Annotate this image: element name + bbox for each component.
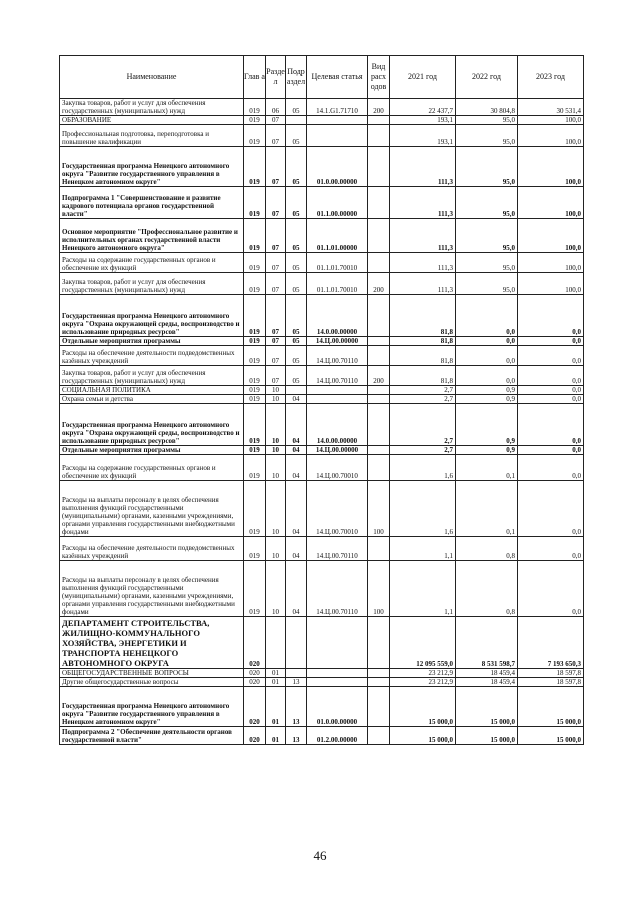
row-2022: 15 000,0 bbox=[456, 727, 518, 745]
row-target: 14.Ц.00.70010 bbox=[307, 481, 368, 537]
header-vid: Вид расх одов bbox=[368, 56, 390, 99]
row-2021: 1,1 bbox=[390, 561, 456, 617]
row-2022: 18 459,4 bbox=[456, 669, 518, 678]
row-2023: 100,0 bbox=[518, 253, 584, 273]
table-row bbox=[60, 253, 584, 273]
table-row bbox=[60, 446, 584, 455]
row-razdel: 01 bbox=[266, 727, 286, 745]
table-row bbox=[60, 481, 584, 537]
row-target: 01.1.01.70010 bbox=[307, 253, 368, 273]
row-target: 14.Ц.00.70110 bbox=[307, 346, 368, 366]
row-2022: 0,9 bbox=[456, 386, 518, 395]
row-2022: 0,9 bbox=[456, 404, 518, 446]
row-razdel: 01 bbox=[266, 669, 286, 678]
row-razdel bbox=[266, 617, 286, 669]
row-vid bbox=[368, 687, 390, 727]
row-glava: 020 bbox=[244, 727, 266, 745]
table-row bbox=[60, 125, 584, 147]
row-vid bbox=[368, 669, 390, 678]
row-2021: 81,8 bbox=[390, 346, 456, 366]
row-target bbox=[307, 395, 368, 404]
row-glava: 020 bbox=[244, 678, 266, 687]
row-2021: 2,7 bbox=[390, 446, 456, 455]
header-target: Целевая статья bbox=[307, 56, 368, 99]
row-glava: 019 bbox=[244, 537, 266, 561]
row-name: СОЦИАЛЬНАЯ ПОЛИТИКА bbox=[60, 386, 244, 395]
row-podrazdel: 05 bbox=[286, 187, 307, 219]
row-2021: 2,7 bbox=[390, 395, 456, 404]
row-podrazdel: 13 bbox=[286, 687, 307, 727]
row-2022: 0,0 bbox=[456, 295, 518, 337]
row-name: Расходы на содержание государственных органов и обеспечение их функций bbox=[60, 253, 244, 273]
row-podrazdel: 05 bbox=[286, 295, 307, 337]
row-name: Подпрограмма 1 "Совершенствование и развитие кадрового потенциала органов государственной власти" bbox=[60, 187, 244, 219]
row-podrazdel: 04 bbox=[286, 481, 307, 537]
row-glava: 019 bbox=[244, 346, 266, 366]
row-vid bbox=[368, 337, 390, 346]
row-podrazdel: 13 bbox=[286, 678, 307, 687]
table-row bbox=[60, 404, 584, 446]
row-name: Отдельные мероприятия программы bbox=[60, 337, 244, 346]
row-2021: 15 000,0 bbox=[390, 727, 456, 745]
row-glava: 019 bbox=[244, 404, 266, 446]
row-razdel: 07 bbox=[266, 147, 286, 187]
row-2021: 1,6 bbox=[390, 481, 456, 537]
row-podrazdel: 05 bbox=[286, 337, 307, 346]
row-vid bbox=[368, 395, 390, 404]
table-row bbox=[60, 561, 584, 617]
row-razdel: 07 bbox=[266, 295, 286, 337]
row-razdel: 10 bbox=[266, 404, 286, 446]
row-target: 01.1.00.00000 bbox=[307, 187, 368, 219]
row-name: Закупка товаров, работ и услуг для обеспечения государственных (муниципальных) нужд bbox=[60, 366, 244, 386]
row-2021: 111,3 bbox=[390, 253, 456, 273]
row-2023: 15 000,0 bbox=[518, 687, 584, 727]
row-2021: 111,3 bbox=[390, 219, 456, 253]
row-2021: 111,3 bbox=[390, 187, 456, 219]
row-2021: 2,7 bbox=[390, 404, 456, 446]
row-target: 14.Ц.00.70110 bbox=[307, 561, 368, 617]
table-row bbox=[60, 346, 584, 366]
row-2021: 81,8 bbox=[390, 337, 456, 346]
table-row bbox=[60, 727, 584, 745]
row-2022: 0,0 bbox=[456, 346, 518, 366]
row-target bbox=[307, 116, 368, 125]
row-target: 01.2.00.00000 bbox=[307, 727, 368, 745]
row-razdel: 07 bbox=[266, 219, 286, 253]
row-2022: 95,0 bbox=[456, 125, 518, 147]
row-vid bbox=[368, 219, 390, 253]
row-razdel: 10 bbox=[266, 455, 286, 481]
header-podrazdel: Подр аздел bbox=[286, 56, 307, 99]
row-2021: 81,8 bbox=[390, 295, 456, 337]
table-row bbox=[60, 295, 584, 337]
row-2021: 23 212,9 bbox=[390, 678, 456, 687]
table-row bbox=[60, 669, 584, 678]
row-razdel: 10 bbox=[266, 395, 286, 404]
row-razdel: 07 bbox=[266, 125, 286, 147]
row-glava: 019 bbox=[244, 99, 266, 116]
row-2022: 0,8 bbox=[456, 561, 518, 617]
table-row bbox=[60, 116, 584, 125]
row-glava: 019 bbox=[244, 125, 266, 147]
row-razdel: 10 bbox=[266, 537, 286, 561]
row-name: Расходы на обеспечение деятельности подведомственных казённых учреждений bbox=[60, 537, 244, 561]
row-razdel: 07 bbox=[266, 366, 286, 386]
row-name: Подпрограмма 2 "Обеспечение деятельности органов государственной власти" bbox=[60, 727, 244, 745]
row-glava: 019 bbox=[244, 273, 266, 295]
row-2022: 95,0 bbox=[456, 253, 518, 273]
row-target: 14.Ц.00.70110 bbox=[307, 537, 368, 561]
row-2021: 2,7 bbox=[390, 386, 456, 395]
row-2021: 12 095 559,0 bbox=[390, 617, 456, 669]
row-razdel: 01 bbox=[266, 678, 286, 687]
header-2021: 2021 год bbox=[390, 56, 456, 99]
row-glava: 019 bbox=[244, 147, 266, 187]
page-number: 46 bbox=[313, 848, 327, 863]
row-name: Расходы на обеспечение деятельности подведомственных казённых учреждений bbox=[60, 346, 244, 366]
row-name: Охрана семьи и детства bbox=[60, 395, 244, 404]
table-row bbox=[60, 537, 584, 561]
row-target bbox=[307, 386, 368, 395]
row-name: Государственная программа Ненецкого автономного округа "Охрана окружающей среды, воспроизводство и использование природных ресурсов" bbox=[60, 404, 244, 446]
row-target: 01.0.00.00000 bbox=[307, 687, 368, 727]
row-razdel: 01 bbox=[266, 687, 286, 727]
row-podrazdel bbox=[286, 669, 307, 678]
row-podrazdel: 05 bbox=[286, 99, 307, 116]
row-vid: 200 bbox=[368, 273, 390, 295]
row-2022: 0,9 bbox=[456, 395, 518, 404]
row-target: 01.0.00.00000 bbox=[307, 147, 368, 187]
row-vid: 100 bbox=[368, 481, 390, 537]
row-2021: 111,3 bbox=[390, 147, 456, 187]
row-vid bbox=[368, 253, 390, 273]
row-target: 14.1.G1.71710 bbox=[307, 99, 368, 116]
row-2022: 0,0 bbox=[456, 337, 518, 346]
row-2021: 23 212,9 bbox=[390, 669, 456, 678]
row-2022: 95,0 bbox=[456, 147, 518, 187]
row-2021: 81,8 bbox=[390, 366, 456, 386]
row-glava: 019 bbox=[244, 219, 266, 253]
row-2023: 100,0 bbox=[518, 125, 584, 147]
row-2023: 0,0 bbox=[518, 537, 584, 561]
table-row bbox=[60, 147, 584, 187]
row-glava: 019 bbox=[244, 253, 266, 273]
row-vid bbox=[368, 678, 390, 687]
row-2021: 15 000,0 bbox=[390, 687, 456, 727]
row-glava: 019 bbox=[244, 187, 266, 219]
row-2023: 18 597,8 bbox=[518, 669, 584, 678]
row-podrazdel: 04 bbox=[286, 537, 307, 561]
row-vid bbox=[368, 295, 390, 337]
row-2023: 100,0 bbox=[518, 273, 584, 295]
row-razdel: 06 bbox=[266, 99, 286, 116]
row-2022: 8 531 598,7 bbox=[456, 617, 518, 669]
row-vid bbox=[368, 346, 390, 366]
row-podrazdel: 13 bbox=[286, 727, 307, 745]
row-2022: 95,0 bbox=[456, 116, 518, 125]
row-2023: 18 597,8 bbox=[518, 678, 584, 687]
row-name: ОБРАЗОВАНИЕ bbox=[60, 116, 244, 125]
row-podrazdel: 05 bbox=[286, 147, 307, 187]
row-razdel: 10 bbox=[266, 446, 286, 455]
row-glava: 019 bbox=[244, 395, 266, 404]
row-2022: 0,8 bbox=[456, 537, 518, 561]
row-razdel: 07 bbox=[266, 253, 286, 273]
row-2023: 100,0 bbox=[518, 187, 584, 219]
row-glava: 020 bbox=[244, 617, 266, 669]
row-name: Расходы на выплаты персоналу в целях обеспечения выполнения функций государственными (муниципальными) органами, казенными учреждениями, органами управления государственными внебюджетными фондами bbox=[60, 481, 244, 537]
row-vid bbox=[368, 455, 390, 481]
row-2021: 193,1 bbox=[390, 116, 456, 125]
row-2023: 0,0 bbox=[518, 386, 584, 395]
row-2023: 15 000,0 bbox=[518, 727, 584, 745]
row-2022: 95,0 bbox=[456, 219, 518, 253]
row-vid: 200 bbox=[368, 99, 390, 116]
row-2022: 0,0 bbox=[456, 366, 518, 386]
table-row bbox=[60, 687, 584, 727]
row-2021: 193,1 bbox=[390, 125, 456, 147]
row-2023: 30 531,4 bbox=[518, 99, 584, 116]
row-vid bbox=[368, 404, 390, 446]
row-podrazdel bbox=[286, 116, 307, 125]
row-name: Основное мероприятие "Профессиональное развитие и исполнительных органах государственной власти Ненецкого автономного округа" bbox=[60, 219, 244, 253]
row-podrazdel: 04 bbox=[286, 404, 307, 446]
row-vid bbox=[368, 537, 390, 561]
row-target: 14.Ц.00.70010 bbox=[307, 455, 368, 481]
row-razdel: 07 bbox=[266, 346, 286, 366]
row-name: Другие общегосударственные вопросы bbox=[60, 678, 244, 687]
row-name: Государственная программа Ненецкого автономного округа "Развитие государственного управления в Ненецком автономном округе" bbox=[60, 147, 244, 187]
table-header-row bbox=[60, 56, 584, 99]
row-razdel: 10 bbox=[266, 481, 286, 537]
row-vid: 100 bbox=[368, 561, 390, 617]
row-podrazdel: 04 bbox=[286, 395, 307, 404]
row-2023: 0,0 bbox=[518, 404, 584, 446]
row-vid bbox=[368, 187, 390, 219]
row-name: Закупка товаров, работ и услуг для обеспечения государственных (муниципальных) нужд bbox=[60, 99, 244, 116]
row-2022: 18 459,4 bbox=[456, 678, 518, 687]
table-row bbox=[60, 617, 584, 669]
row-podrazdel bbox=[286, 386, 307, 395]
row-razdel: 07 bbox=[266, 337, 286, 346]
row-target: 14.Ц.00.00000 bbox=[307, 337, 368, 346]
row-target bbox=[307, 669, 368, 678]
row-target bbox=[307, 678, 368, 687]
row-vid bbox=[368, 147, 390, 187]
row-target: 01.1.01.70010 bbox=[307, 273, 368, 295]
row-name: ДЕПАРТАМЕНТ СТРОИТЕЛЬСТВА, ЖИЛИЩНО-КОММУНАЛЬНОГО ХОЗЯЙСТВА, ЭНЕРГЕТИКИ И ТРАНСПОРТА НЕНЕЦКОГО АВТОНОМНОГО ОКРУГА bbox=[60, 617, 244, 669]
row-vid bbox=[368, 617, 390, 669]
table-row bbox=[60, 395, 584, 404]
row-2023: 7 193 650,3 bbox=[518, 617, 584, 669]
row-podrazdel: 05 bbox=[286, 273, 307, 295]
header-glava: Глав а bbox=[244, 56, 266, 99]
table-body bbox=[60, 99, 584, 745]
row-podrazdel: 05 bbox=[286, 366, 307, 386]
table-row bbox=[60, 187, 584, 219]
row-glava: 020 bbox=[244, 687, 266, 727]
row-2022: 15 000,0 bbox=[456, 687, 518, 727]
row-2021: 111,3 bbox=[390, 273, 456, 295]
row-name: ОБЩЕГОСУДАРСТВЕННЫЕ ВОПРОСЫ bbox=[60, 669, 244, 678]
row-name: Профессиональная подготовка, переподготовка и повышение квалификации bbox=[60, 125, 244, 147]
table-row bbox=[60, 273, 584, 295]
row-name: Отдельные мероприятия программы bbox=[60, 446, 244, 455]
table-row bbox=[60, 219, 584, 253]
row-name: Расходы на содержание государственных органов и обеспечение их функций bbox=[60, 455, 244, 481]
row-glava: 019 bbox=[244, 446, 266, 455]
row-2021: 1,6 bbox=[390, 455, 456, 481]
row-podrazdel: 04 bbox=[286, 561, 307, 617]
row-glava: 019 bbox=[244, 366, 266, 386]
row-2023: 100,0 bbox=[518, 147, 584, 187]
table-row bbox=[60, 366, 584, 386]
row-2023: 0,0 bbox=[518, 455, 584, 481]
row-name: Расходы на выплаты персоналу в целях обеспечения выполнения функций государственными (муниципальными) органами, казенными учреждениями, органами управления государственными внебюджетными фондами bbox=[60, 561, 244, 617]
row-glava: 020 bbox=[244, 669, 266, 678]
row-2023: 100,0 bbox=[518, 219, 584, 253]
header-name: Наименование bbox=[60, 56, 244, 99]
row-glava: 019 bbox=[244, 337, 266, 346]
table-row bbox=[60, 455, 584, 481]
row-target bbox=[307, 617, 368, 669]
table-row bbox=[60, 678, 584, 687]
row-2023: 0,0 bbox=[518, 561, 584, 617]
header-razdel: Разде л bbox=[266, 56, 286, 99]
row-vid bbox=[368, 116, 390, 125]
row-2022: 30 804,8 bbox=[456, 99, 518, 116]
row-vid bbox=[368, 386, 390, 395]
row-vid bbox=[368, 446, 390, 455]
row-podrazdel bbox=[286, 617, 307, 669]
row-target: 14.0.00.00000 bbox=[307, 295, 368, 337]
row-podrazdel: 04 bbox=[286, 455, 307, 481]
row-glava: 019 bbox=[244, 386, 266, 395]
row-razdel: 10 bbox=[266, 561, 286, 617]
row-name: Государственная программа Ненецкого автономного округа "Развитие государственного управления в Ненецком автономном округе" bbox=[60, 687, 244, 727]
row-2023: 100,0 bbox=[518, 116, 584, 125]
row-target: 14.Ц.00.00000 bbox=[307, 446, 368, 455]
row-razdel: 07 bbox=[266, 116, 286, 125]
row-razdel: 07 bbox=[266, 273, 286, 295]
row-2023: 0,0 bbox=[518, 395, 584, 404]
budget-table bbox=[59, 55, 584, 745]
row-glava: 019 bbox=[244, 481, 266, 537]
row-podrazdel: 05 bbox=[286, 125, 307, 147]
row-2023: 0,0 bbox=[518, 366, 584, 386]
row-podrazdel: 05 bbox=[286, 253, 307, 273]
row-2023: 0,0 bbox=[518, 446, 584, 455]
row-2021: 22 437,7 bbox=[390, 99, 456, 116]
row-glava: 019 bbox=[244, 116, 266, 125]
row-2021: 1,1 bbox=[390, 537, 456, 561]
row-podrazdel: 05 bbox=[286, 219, 307, 253]
row-glava: 019 bbox=[244, 561, 266, 617]
row-target: 14.0.00.00000 bbox=[307, 404, 368, 446]
row-2023: 0,0 bbox=[518, 295, 584, 337]
row-2022: 0,1 bbox=[456, 455, 518, 481]
row-2023: 0,0 bbox=[518, 481, 584, 537]
row-razdel: 07 bbox=[266, 187, 286, 219]
row-2022: 95,0 bbox=[456, 187, 518, 219]
row-glava: 019 bbox=[244, 295, 266, 337]
row-podrazdel: 04 bbox=[286, 446, 307, 455]
row-glava: 019 bbox=[244, 455, 266, 481]
row-target: 01.1.01.00000 bbox=[307, 219, 368, 253]
row-name: Закупка товаров, работ и услуг для обеспечения государственных (муниципальных) нужд bbox=[60, 273, 244, 295]
row-2023: 0,0 bbox=[518, 346, 584, 366]
row-2022: 95,0 bbox=[456, 273, 518, 295]
header-2022: 2022 год bbox=[456, 56, 518, 99]
row-2022: 0,9 bbox=[456, 446, 518, 455]
table-row bbox=[60, 337, 584, 346]
table-row bbox=[60, 99, 584, 116]
row-vid: 200 bbox=[368, 366, 390, 386]
row-vid bbox=[368, 125, 390, 147]
table-row bbox=[60, 386, 584, 395]
row-2022: 0,1 bbox=[456, 481, 518, 537]
row-name: Государственная программа Ненецкого автономного округа "Охрана окружающей среды, воспроизводство и использование природных ресурсов" bbox=[60, 295, 244, 337]
row-vid bbox=[368, 727, 390, 745]
row-razdel: 10 bbox=[266, 386, 286, 395]
row-target bbox=[307, 125, 368, 147]
row-target: 14.Ц.00.70110 bbox=[307, 366, 368, 386]
header-2023: 2023 год bbox=[518, 56, 584, 99]
row-podrazdel: 05 bbox=[286, 346, 307, 366]
row-2023: 0,0 bbox=[518, 337, 584, 346]
